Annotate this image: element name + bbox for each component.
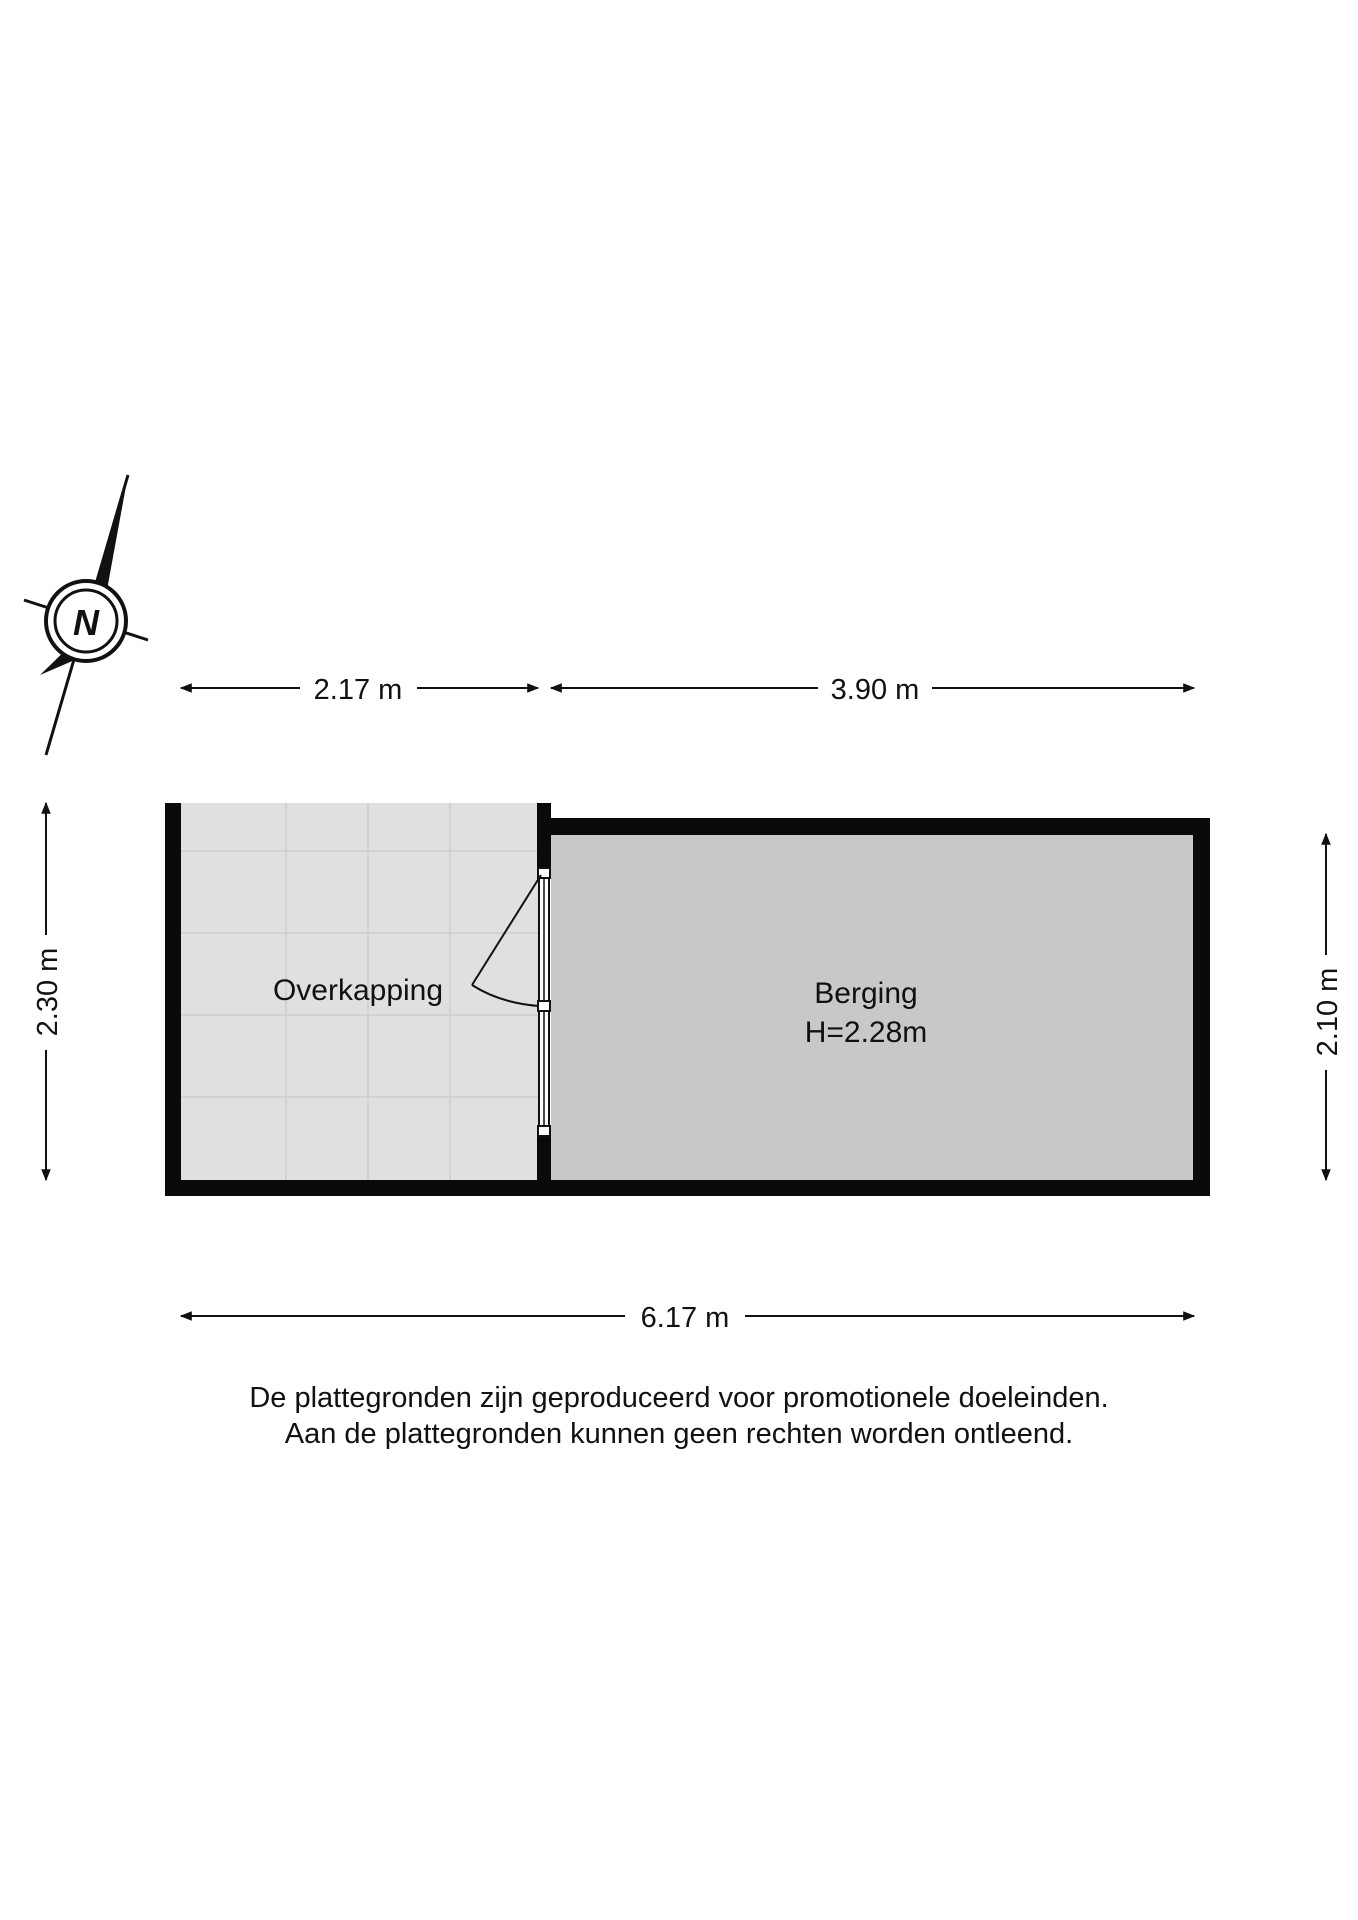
disclaimer-line-2: Aan de plattegronden kunnen geen rechten worden ontleend. bbox=[284, 1418, 1074, 1450]
north-arrow-icon bbox=[24, 475, 148, 755]
room-label-berging: Berging bbox=[814, 977, 918, 1010]
compass-label: N bbox=[73, 602, 99, 643]
disclaimer bbox=[0, 1380, 1358, 1452]
disclaimer-line-1: De plattegronden zijn geproduceerd voor promotionele doeleinden. bbox=[249, 1382, 1109, 1414]
room-label-overkapping: Overkapping bbox=[272, 974, 444, 1007]
dimension-label-top-left: 2.17 m bbox=[313, 674, 403, 706]
dimension-label-right: 2.10 m bbox=[1312, 967, 1344, 1057]
dimension-label-top-right: 3.90 m bbox=[830, 674, 920, 706]
dimension-label-bottom: 6.17 m bbox=[640, 1302, 730, 1334]
dimension-label-left: 2.30 m bbox=[32, 947, 64, 1037]
room-height-berging: H=2.28m bbox=[804, 1016, 928, 1049]
